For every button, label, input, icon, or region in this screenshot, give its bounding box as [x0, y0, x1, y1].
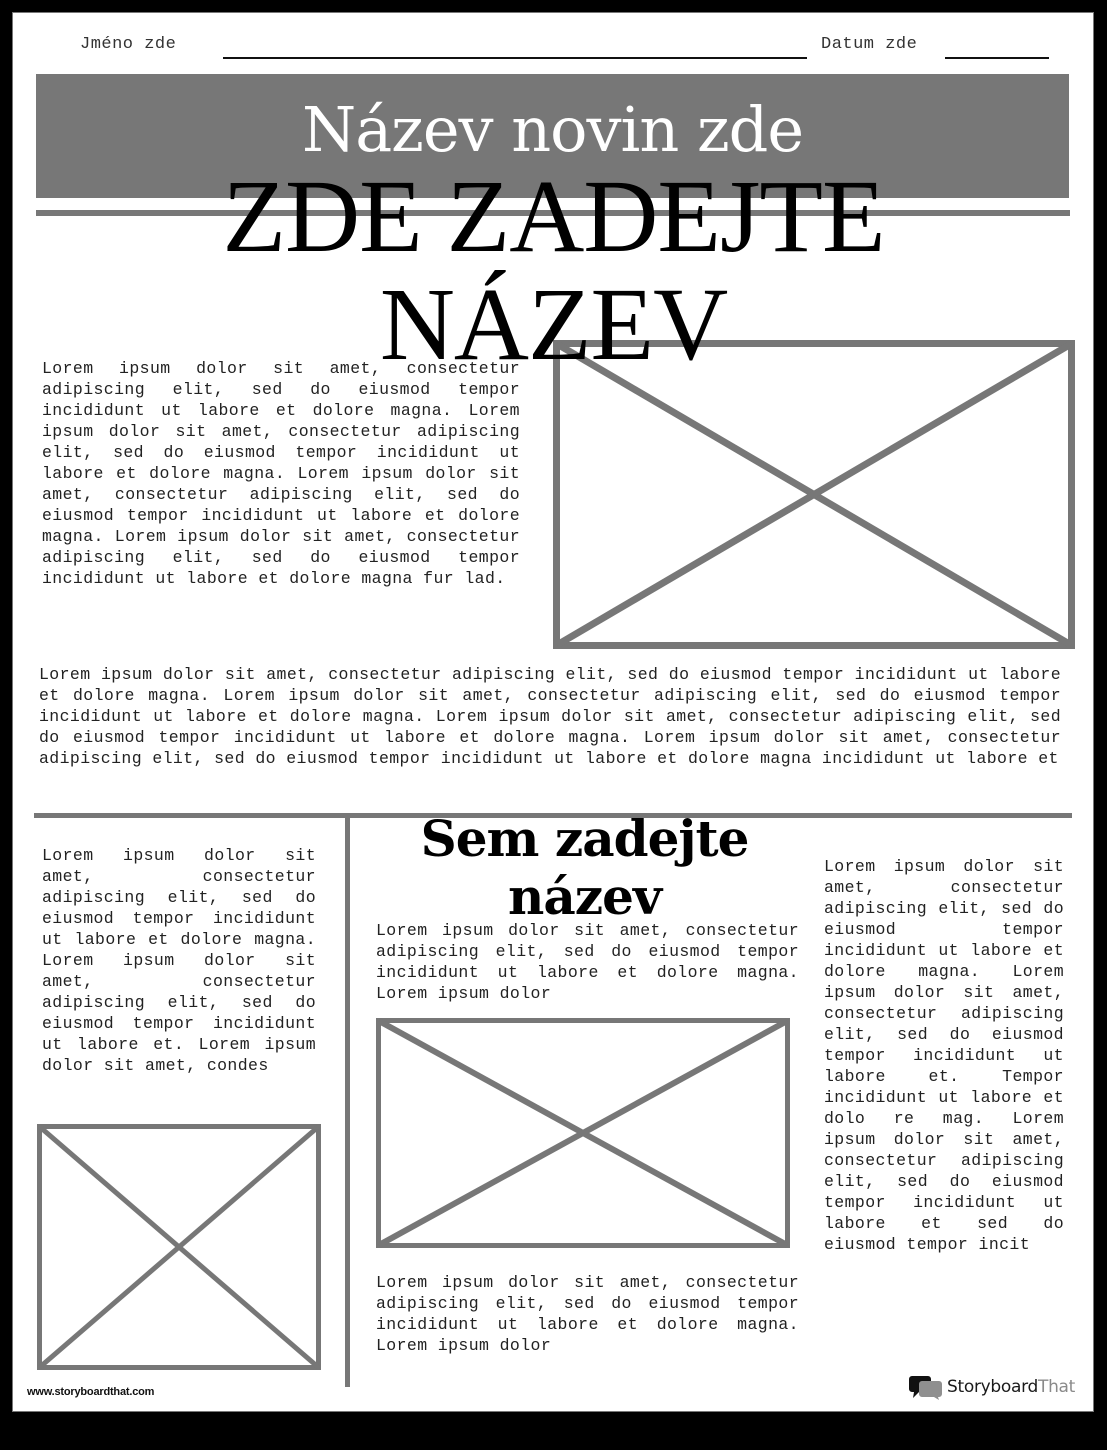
- lead-article-wide-text[interactable]: Lorem ipsum dolor sit amet, consectetur adipiscing elit, sed do eiusmod tempor incididunt ut labore et dolore magna. Lorem ipsum dolor sit amet, consectetur adipiscing elit, sed do eiusmod tempor incididunt ut labore et dolore magna. Lorem ipsum dolor sit amet, consectetur adipiscing elit, sed do eiusmod tempor incididunt ut labore et dolore magna. Lorem ipsum dolor sit amet, consectetur adipiscing elit, sed do eiusmod tempor incididunt ut labore et dolore magna incididunt ut labore et: [39, 665, 1061, 768]
- image-placeholder-icon: [37, 1124, 321, 1370]
- speech-bubbles-icon: [909, 1374, 943, 1400]
- column-divider: [345, 817, 350, 1387]
- left-image-placeholder[interactable]: [37, 1124, 321, 1370]
- logo-wordmark-that: That: [1038, 1377, 1076, 1397]
- date-input-line[interactable]: [945, 57, 1049, 59]
- center-column-text-bottom[interactable]: Lorem ipsum dolor sit amet, consectetur adipiscing elit, sed do eiusmod tempor incididunt ut labore et dolore magna. Lorem ipsum dolor: [376, 1273, 799, 1355]
- name-label: Jméno zde: [80, 35, 177, 54]
- newspaper-title[interactable]: Název novin zde: [301, 93, 804, 166]
- main-headline-line2: NÁZEV: [379, 267, 728, 382]
- main-headline-line1: ZDE ZADEJTE: [222, 159, 885, 274]
- secondary-headline[interactable]: Sem zadejte název: [420, 809, 749, 926]
- logo-wordmark: [947, 1377, 1075, 1397]
- date-label: Datum zde: [821, 35, 918, 54]
- image-placeholder-icon: [376, 1018, 790, 1248]
- image-placeholder-icon: [553, 340, 1075, 649]
- right-column-text[interactable]: Lorem ipsum dolor sit amet, consectetur adipiscing elit, sed do eiusmod tempor incididunt ut labore et dolore magna. Lorem ipsum dolor sit amet, consectetur adipiscing elit, sed do eiusmod tempor incididunt ut labore et. Tempor incididunt ut labore et dolo re mag. Lorem ipsum dolor sit amet, consectetur adipiscing elit, sed do eiusmod tempor incididunt ut labore et sed do eiusmod tempor incit: [824, 857, 1064, 1254]
- center-column-text-top[interactable]: Lorem ipsum dolor sit amet, consectetur adipiscing elit, sed do eiusmod tempor incididunt ut labore et dolore magna. Lorem ipsum dolor: [376, 921, 799, 1003]
- name-input-line[interactable]: [223, 57, 807, 59]
- center-image-placeholder[interactable]: [376, 1018, 790, 1248]
- storyboardthat-logo[interactable]: [909, 1374, 1075, 1400]
- left-column-text[interactable]: Lorem ipsum dolor sit amet, consectetur adipiscing elit, sed do eiusmod tempor incididunt ut labore et dolore magna. Lorem ipsum dolor sit amet, consectetur adipiscing elit, sed do eiusmod tempor incididunt ut labore et. Lorem ipsum dolor sit amet, condes: [42, 846, 316, 1075]
- masthead-rule: [36, 210, 1070, 216]
- lead-article-column-text[interactable]: Lorem ipsum dolor sit amet, consectetur adipiscing elit, sed do eiusmod tempor incididunt ut labore et dolore magna. Lorem ipsum dolor sit amet, consectetur adipiscing elit, sed do eiusmod tempor incididunt ut labore et dolore magna. Lorem ipsum dolor sit amet, consectetur adipiscing elit, sed do eiusmod tempor incididunt ut labore et dolore magna. Lorem ipsum dolor sit amet, consectetur adipiscing elit, sed do eiusmod tempor incididunt ut labore et dolore magna fur lad.: [42, 359, 520, 588]
- footer-url[interactable]: www.storyboardthat.com: [27, 1386, 155, 1398]
- lead-image-placeholder[interactable]: [553, 340, 1075, 649]
- logo-wordmark-storyboard: Storyboard: [947, 1377, 1038, 1397]
